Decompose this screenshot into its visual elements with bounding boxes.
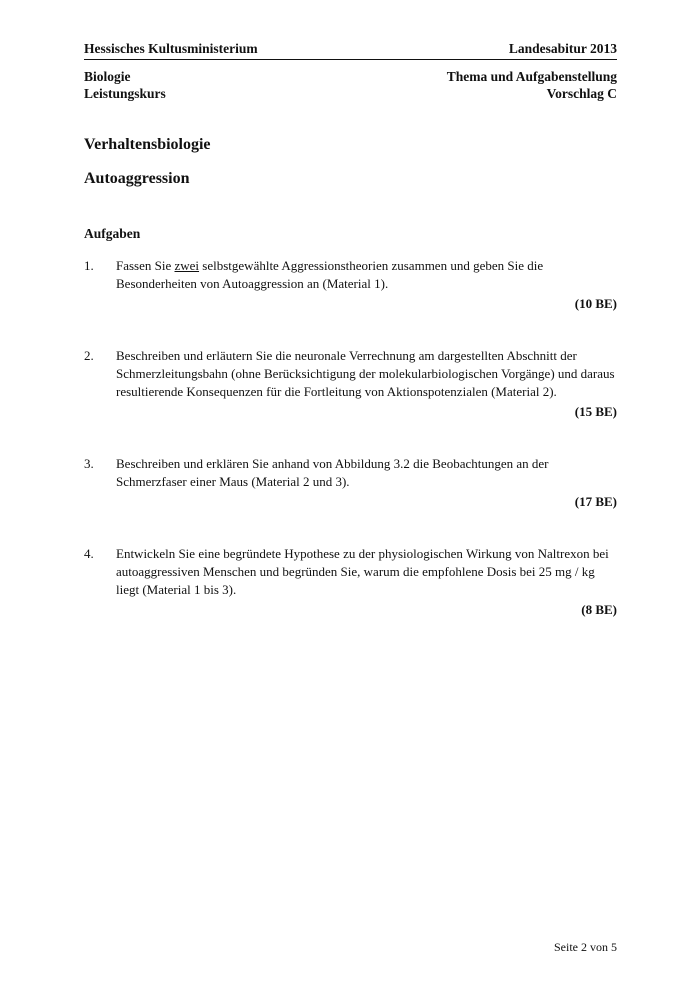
task-2 (84, 347, 617, 421)
task-4 (84, 545, 617, 619)
task-2-row (84, 347, 617, 401)
page-title: Verhaltensbiologie (84, 136, 211, 153)
header-topic-label: Thema und Aufgabenstellung (446, 69, 617, 84)
header-left-block (84, 68, 166, 102)
header-exam: Landesabitur 2013 (508, 41, 617, 56)
header-sub-row (84, 68, 617, 102)
task-1 (84, 257, 617, 313)
header-subject: Biologie (84, 69, 131, 84)
task-3-number: 3. (84, 456, 94, 471)
task-4-points: (8 BE) (581, 602, 617, 617)
task-3-row (84, 455, 617, 491)
task-1-text-underlined: zwei (174, 258, 200, 273)
header-top-row (84, 40, 617, 60)
page-number: Seite 2 von 5 (554, 940, 617, 954)
task-1-text (116, 257, 617, 293)
task-3-text: Beschreiben und erklären Sie anhand von Abbildung 3.2 die Beobachtungen an der Schmerzfaser einer Maus (Material 2 und 3). (116, 456, 549, 489)
header-course: Leistungskurs (84, 86, 166, 101)
task-2-points: (15 BE) (574, 404, 617, 419)
task-2-text: Beschreiben und erläutern Sie die neuronale Verrechnung am dargestellten Abschnitt der Schmerzleitungsbahn (ohne Berücksichtigung der molekularbiologischen Vorgänge) und daraus resultierende Konsequenzen für die Fortleitung von Aktionspotenzialen (Material 2). (116, 348, 615, 399)
tasks-heading: Aufgaben (84, 226, 141, 241)
task-3 (84, 455, 617, 511)
task-1-text-before: Fassen Sie (116, 258, 175, 273)
exam-page (84, 40, 617, 955)
task-1-points: (10 BE) (574, 296, 617, 311)
task-1-text-after: selbstgewählte Aggressionstheorien zusammen und geben Sie die Besonderheiten von Autoaggression an (Material 1). (116, 258, 544, 291)
task-4-number: 4. (84, 546, 94, 561)
task-3-points: (17 BE) (574, 494, 617, 509)
page-subtitle: Autoaggression (84, 170, 190, 187)
task-4-row (84, 545, 617, 599)
header-authority: Hessisches Kultusministerium (84, 41, 258, 56)
task-2-number: 2. (84, 348, 94, 363)
header-right-block (447, 68, 617, 102)
header-proposal: Vorschlag C (546, 86, 617, 101)
task-1-number: 1. (84, 258, 94, 273)
task-4-text: Entwickeln Sie eine begründete Hypothese zu der physiologischen Wirkung von Naltrexon bei autoaggressiven Menschen und begründen Sie, warum die empfohlene Dosis bei 25 mg / kg liegt (Material 1 bis 3). (116, 546, 609, 597)
task-1-row (84, 257, 617, 293)
